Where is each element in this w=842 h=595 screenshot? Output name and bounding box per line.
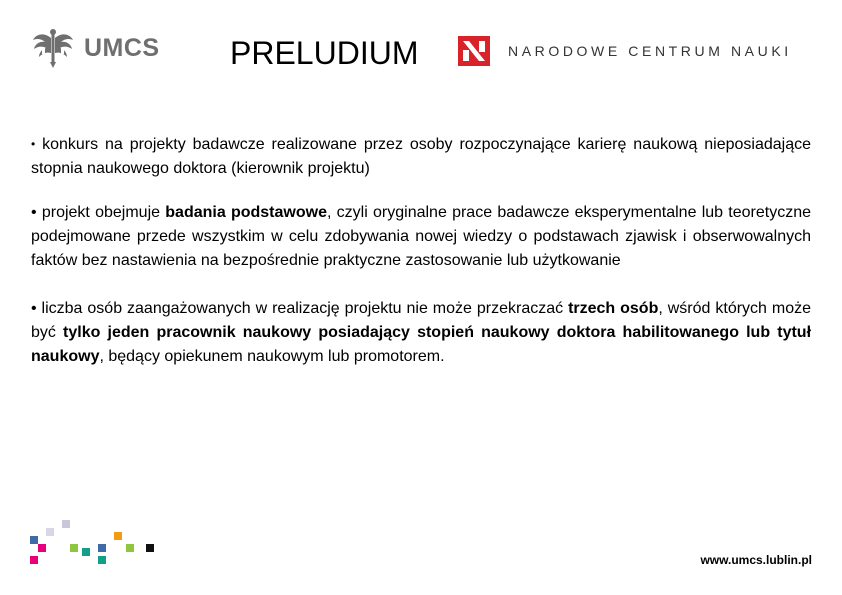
bullet: • (31, 137, 36, 151)
umcs-logo (30, 26, 160, 70)
paragraph-text: , wśród których może być (31, 300, 812, 341)
paragraph-text: • projekt obejmuje (31, 204, 166, 221)
paragraph-text: , czyli oryginalne prace badawcze eksperymentalne lub teoretyczne podejmowane przede wszystkim w celu zdobywania nowej wiedzy o podstawach zjawisk i obserwowalnych faktów bez nastawienia na bezpośrednie praktyczne zastosowanie lub użytkowanie (31, 204, 811, 269)
paragraph-konkurs (31, 132, 811, 181)
bold-phrase: badania podstawowe (165, 204, 327, 221)
paragraph-text: • liczba osób zaangażowanych w realizację projektu nie może przekraczać (31, 300, 569, 317)
decorative-pixel-pattern (26, 520, 166, 568)
paragraph-projekt (31, 201, 811, 273)
paragraph-liczba-osob (31, 297, 811, 369)
umcs-emblem-icon (30, 26, 76, 70)
paragraph-text: , będący opiekunem naukowym lub promotorem. (99, 348, 445, 365)
bold-phrase: trzech osób (568, 300, 659, 317)
umcs-logo-text: UMCS (84, 33, 160, 62)
website-url: www.umcs.lublin.pl (700, 553, 812, 567)
page-title: PRELUDIUM (230, 35, 419, 71)
paragraph-text: konkurs na projekty badawcze realizowane przez osoby rozpoczynające karierę naukową nieposiadające stopnia naukowego doktora (kierownik projektu) (31, 136, 811, 177)
bold-phrase: tylko jeden pracownik naukowy posiadający stopień naukowy doktora habilitowanego lub tytuł naukowy (31, 324, 812, 365)
ncn-logo (458, 36, 792, 66)
content-body (31, 132, 811, 369)
ncn-logo-icon (458, 36, 490, 66)
ncn-logo-text: NARODOWE CENTRUM NAUKI (508, 43, 792, 59)
